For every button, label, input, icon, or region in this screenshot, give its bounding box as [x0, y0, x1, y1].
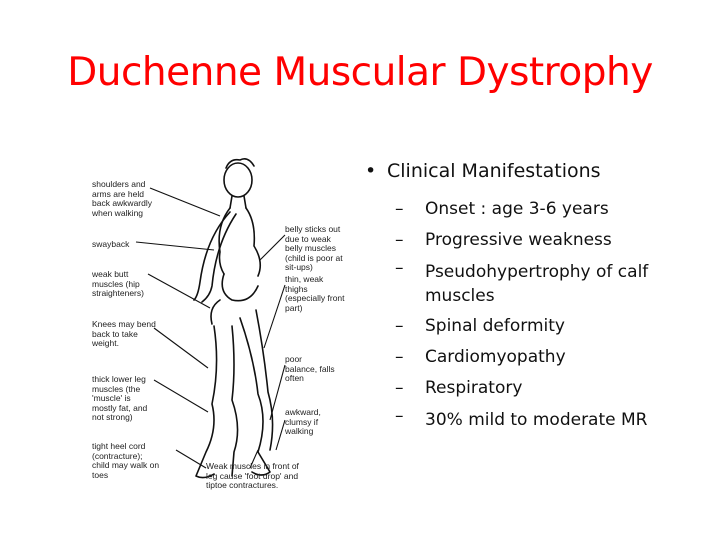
- sub-bullet: [395, 225, 705, 256]
- child-figure-illustration: [80, 150, 350, 500]
- label-belly: belly sticks out due to weak belly muscles (child is poor at sit-ups): [285, 224, 343, 272]
- sub-bullet-text: Progressive weakness: [425, 230, 612, 250]
- sub-bullet-text: Onset : age 3-6 years: [425, 199, 609, 219]
- sub-bullet-list: [365, 194, 705, 435]
- label-shoulders: shoulders and arms are held back awkwardly when walking: [92, 179, 152, 218]
- dash-icon: –: [395, 378, 404, 398]
- dash-icon: –: [395, 406, 404, 426]
- main-bullet: [365, 160, 705, 182]
- sub-bullet-text: Respiratory: [425, 378, 523, 398]
- dash-icon: –: [395, 199, 404, 219]
- label-poor-balance: poor balance, falls often: [285, 354, 335, 383]
- sub-bullet-text: Cardiomyopathy: [425, 347, 566, 367]
- bullet-list: [365, 160, 705, 435]
- label-knees: Knees may bend back to take weight.: [92, 319, 156, 348]
- dash-icon: –: [395, 258, 404, 278]
- sub-bullet: [395, 373, 705, 404]
- label-thin-thighs: thin, weak thighs (especially front part): [285, 274, 345, 313]
- sub-bullet-text: 30% mild to moderate MR: [425, 410, 648, 430]
- dash-icon: –: [395, 230, 404, 250]
- label-weak-butt: weak butt muscles (hip straighteners): [92, 269, 144, 298]
- slide-title: Duchenne Muscular Dystrophy: [67, 50, 653, 95]
- sub-bullet: [395, 256, 705, 311]
- dash-icon: –: [395, 316, 404, 336]
- label-weak-front-leg: Weak muscles in front of leg cause 'foot drop' and tiptoe contractures.: [206, 461, 299, 490]
- dash-icon: –: [395, 347, 404, 367]
- main-bullet-text: Clinical Manifestations: [387, 160, 601, 182]
- label-thick-lower-leg: thick lower leg muscles (the 'muscle' is mostly fat, and not strong): [92, 374, 148, 422]
- sub-bullet: [395, 342, 705, 373]
- label-swayback: swayback: [92, 239, 130, 249]
- sub-bullet-text: Spinal deformity: [425, 316, 565, 336]
- label-tight-heel-cord: tight heel cord (contracture); child may walk on toes: [92, 441, 160, 480]
- sub-bullet: [395, 404, 705, 435]
- sub-bullet: [395, 311, 705, 342]
- bullet-dot-icon: •: [365, 160, 377, 182]
- sub-bullet-text: Pseudohypertrophy of calf muscles: [425, 262, 649, 306]
- sub-bullet: [395, 194, 705, 225]
- label-awkward: awkward, clumsy if walking: [285, 407, 321, 436]
